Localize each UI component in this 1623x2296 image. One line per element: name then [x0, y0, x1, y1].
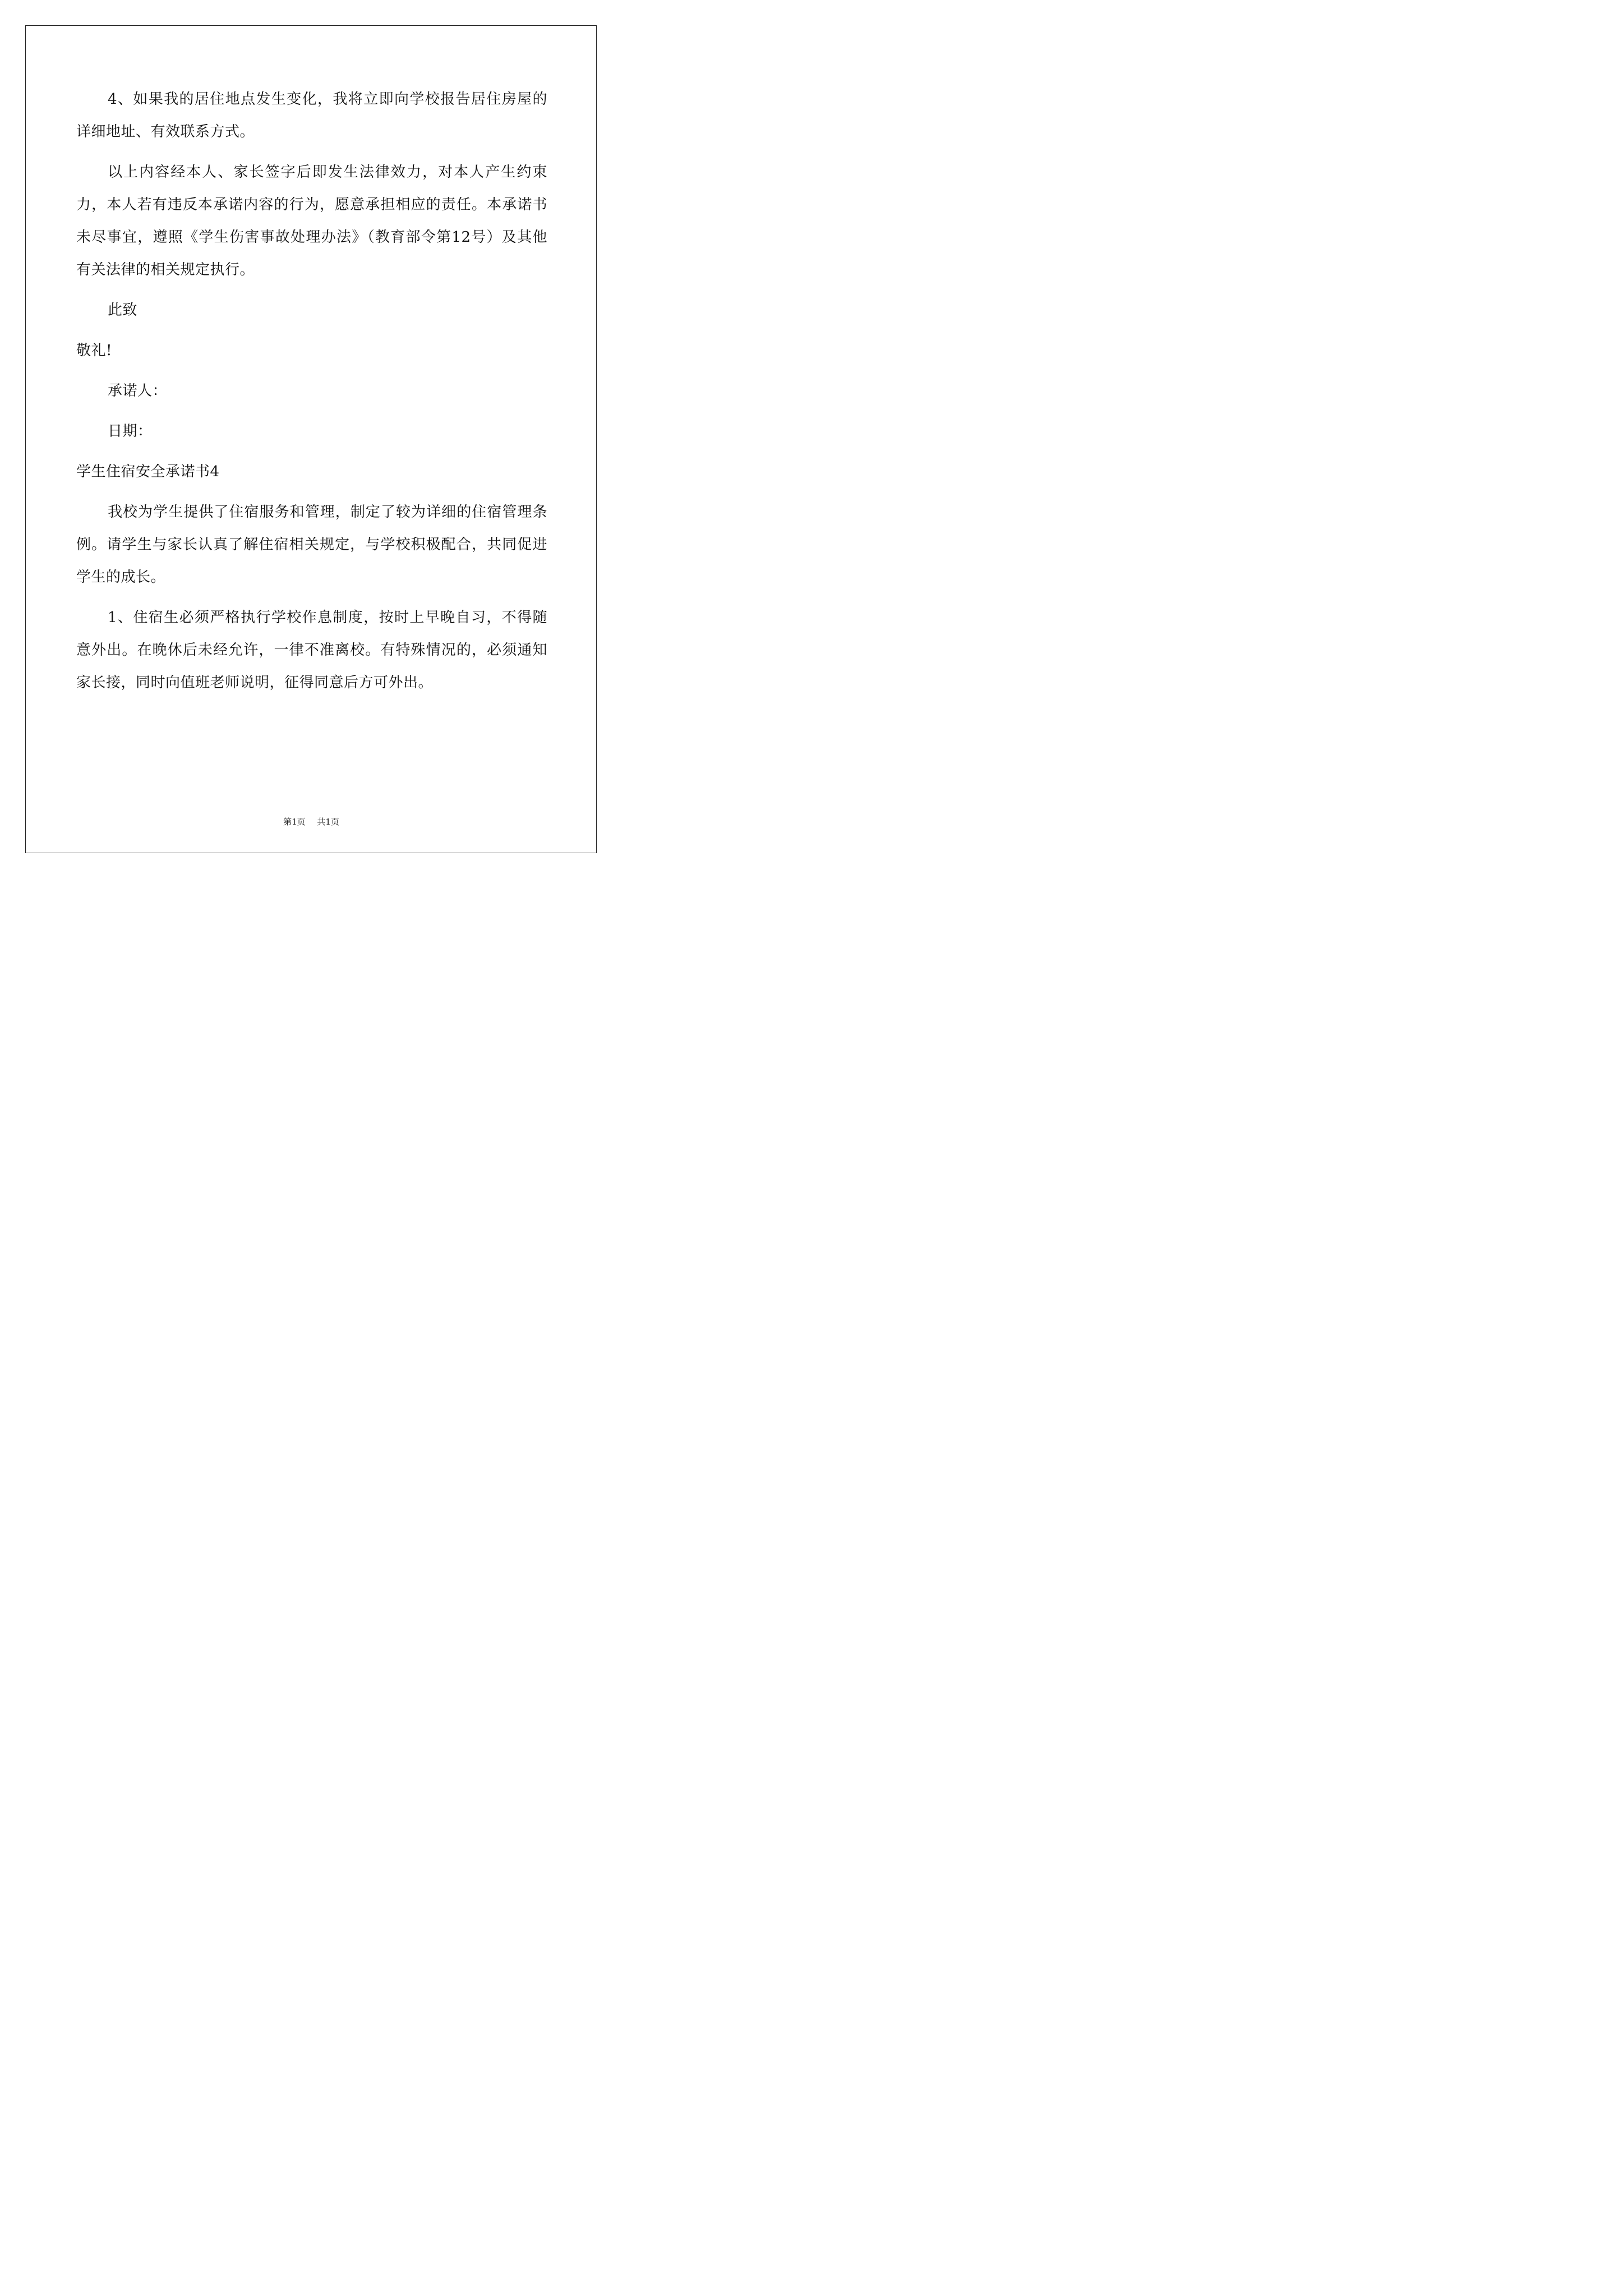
- date-label: 日期：: [108, 423, 153, 440]
- closing-regards: 敬礼!: [76, 342, 112, 359]
- page-number-current: 第1页: [283, 817, 306, 827]
- paragraph-legal-effect: 以上内容经本人、家长签字后即发生法律效力，对本人产生约束力，本人若有违反本承诺内容的行为，愿意承担相应的责任。本承诺书未尽事宜，遵照《学生伤害事故处理办法》（教育部令第12号）及其他有关法律的相关规定执行。: [76, 164, 547, 278]
- document-body: [76, 83, 547, 699]
- closing-salutation: 此致: [108, 302, 138, 319]
- paragraph-item-4: 4、如果我的居住地点发生变化，我将立即向学校报告居住房屋的详细地址、有效联系方式。: [76, 91, 547, 140]
- signatory-label: 承诺人：: [108, 383, 168, 399]
- page-footer: [0, 816, 623, 827]
- paragraph-rule-1: 1、住宿生必须严格执行学校作息制度，按时上早晚自习，不得随意外出。在晚休后未经允许，一律不准离校。有特殊情况的，必须通知家长接，同时向值班老师说明，征得同意后方可外出。: [76, 609, 547, 691]
- section-title: 学生住宿安全承诺书4: [76, 463, 220, 480]
- page-number-total: 共1页: [317, 817, 339, 827]
- paragraph-intro: 我校为学生提供了住宿服务和管理，制定了较为详细的住宿管理条例。请学生与家长认真了解住宿相关规定，与学校积极配合，共同促进学生的成长。: [76, 504, 547, 586]
